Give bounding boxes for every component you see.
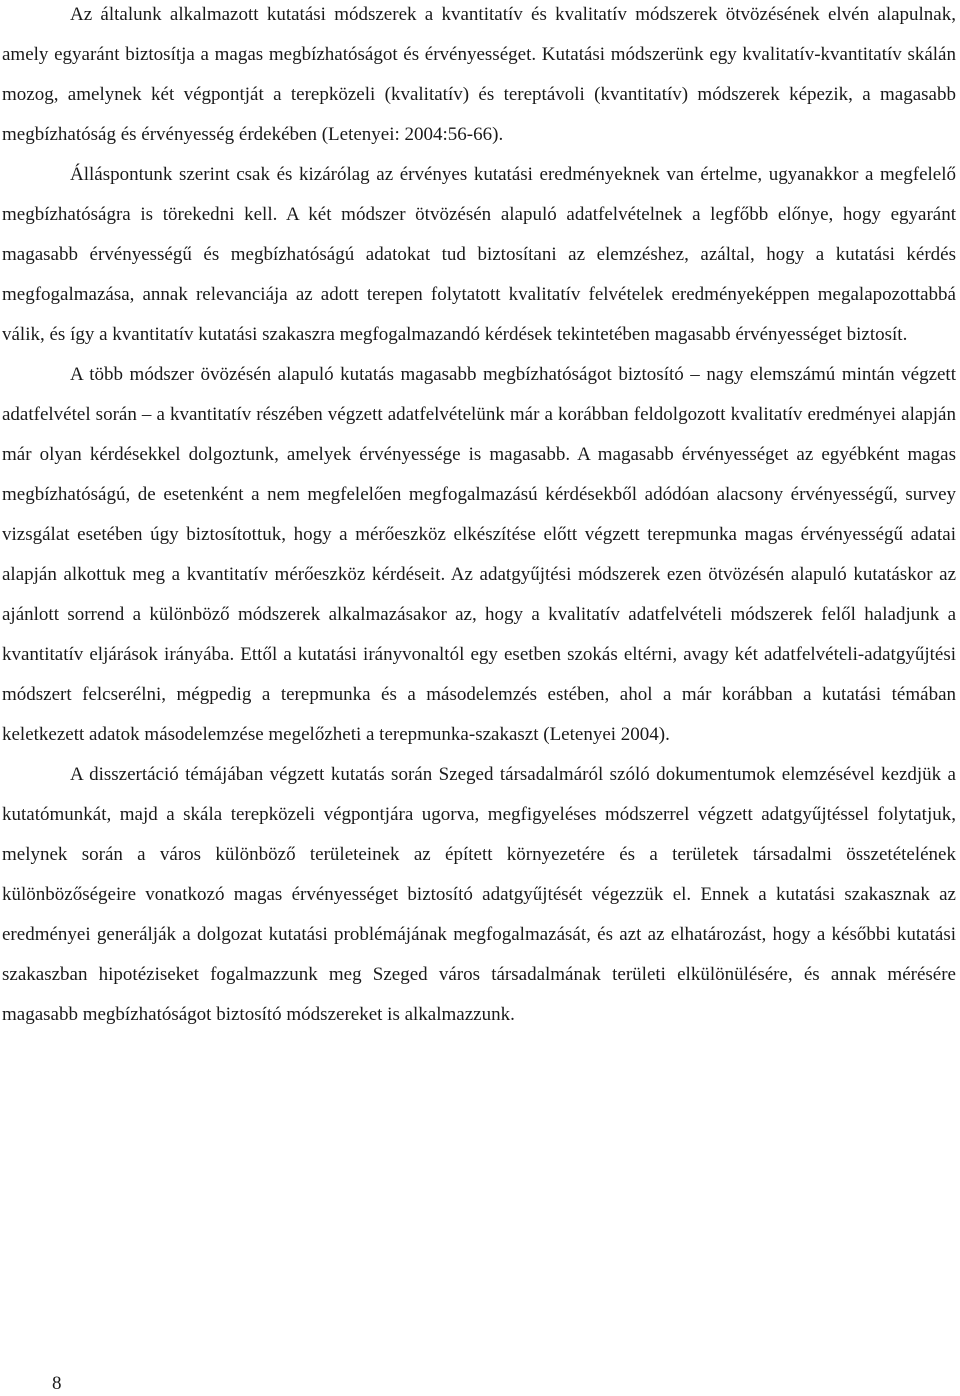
- paragraph-1: Az általunk alkalmazott kutatási módszerek a kvantitatív és kvalitatív módszerek ötvözésének elvén alapulnak, amely egyaránt biztosítja a magas megbízhatóságot és érvényességet. Kutatási módszerünk egy kvalitatív-kvantitatív skálán mozog, amelynek két végpontját a terepközeli (kvalitatív) és tereptávoli (kvantitatív) módszerek képezik, a magasabb megbízhatóság és érvényesség érdekében (Letenyei: 2004:56-66).: [2, 4, 956, 145]
- paragraph-4: A disszertáció témájában végzett kutatás során Szeged társadalmáról szóló dokumentumok elemzésével kezdjük a kutatómunkát, majd a skála terepközeli végpontjára ugorva, megfigyeléses módszerrel végzett adatgyűjtéssel folytatjuk, melynek során a város különböző területeinek az épített környezetére és a területek társadalmi összetételének különbözőségeire vonatkozó magas érvényességet biztosító adatgyűjtését végezzük el. Ennek a kutatási szakasznak az eredményei generálják a dolgozat kutatási problémájának megfogalmazását, és azt az elhatározást, hogy a későbbi kutatási szakaszban hipotéziseket fogalmazzunk meg Szeged város társadalmának területi elkülönülésére, és annak mérésére magasabb megbízhatóságot biztosító módszereket is alkalmazzunk.: [2, 764, 956, 1025]
- paragraph-2: Álláspontunk szerint csak és kizárólag az érvényes kutatási eredményeknek van értelme, ugyanakkor a megfelelő megbízhatóságra is törekedni kell. A két módszer ötvözésén alapuló adatfelvételnek a legfőbb előnye, hogy egyaránt magasabb érvényességű és megbízhatóságú adatokat tud biztosítani az elemzéshez, azáltal, hogy a kutatási kérdés megfogalmazása, annak relevanciája az adott terepen folytatott kvalitatív felvételek eredményeképpen megalapozottabbá válik, és így a kvantitatív kutatási szakaszra megfogalmazandó kérdések tekintetében magasabb érvényességet biztosít.: [2, 164, 956, 345]
- body-text: [2, 0, 956, 1035]
- page-number: 8: [52, 1373, 62, 1394]
- paragraph-3: A több módszer övözésén alapuló kutatás magasabb megbízhatóságot biztosító – nagy elemszámú mintán végzett adatfelvétel során – a kvantitatív részében végzett adatfelvételünk már a korábban feldolgozott kvalitatív eredményei alapján már olyan kérdésekkel dolgoztunk, amelyek érvényessége is magasabb. A magasabb érvényességet az egyébként magas megbízhatóságú, de esetenként a nem megfelelően megfogalmazású kérdésekből adódóan alacsony érvényességű, survey vizsgálat esetében úgy biztosítottuk, hogy a mérőeszköz elkészítése előtt végzett terepmunka magas érvényességű adatai alapján alkottuk meg a kvantitatív mérőeszköz kérdéseit. Az adatgyűjtési módszerek ezen ötvözésén alapuló kutatáskor az ajánlott sorrend a különböző módszerek alkalmazásakor az, hogy a kvalitatív adatfelvételi módszerek felől haladjunk a kvantitatív eljárások irányába. Ettől a kutatási irányvonaltól egy esetben szokás eltérni, avagy két adatfelvételi-adatgyűjtési módszert felcserélni, mégpedig a terepmunka és a másodelemzés estében, ahol a már korábban a kutatási témában keletkezett adatok másodelemzése megelőzheti a terepmunka-szakaszt (Letenyei 2004).: [2, 364, 956, 745]
